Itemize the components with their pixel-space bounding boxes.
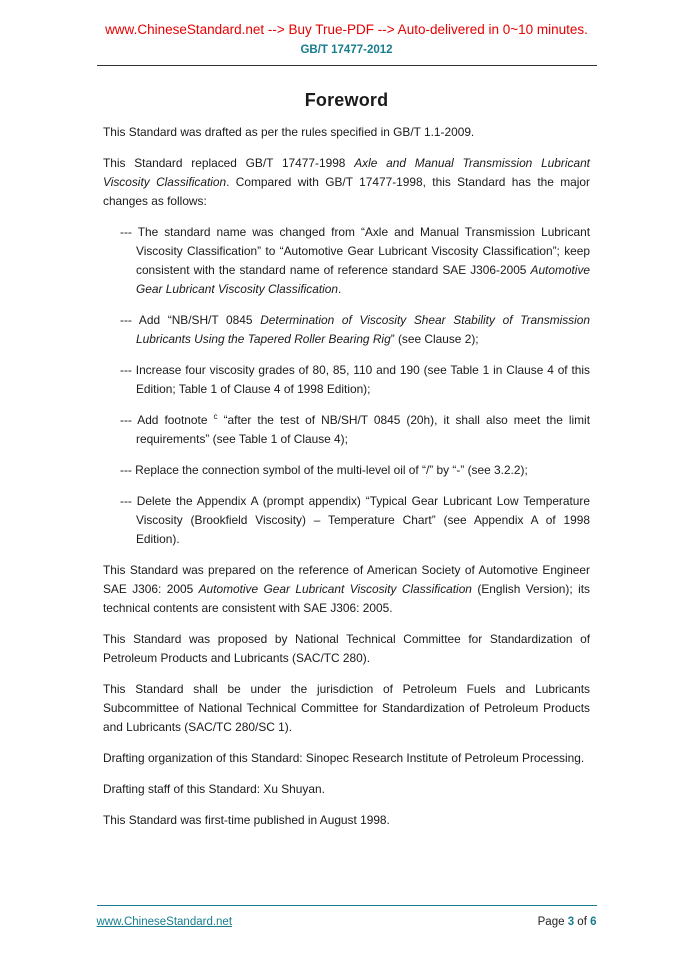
text-run: This Standard was drafted as per the rules specified in GB/T 1.1-2009.	[103, 125, 475, 139]
text-run: Automotive Gear Lubricant Viscosity Classification	[136, 263, 590, 296]
paragraph	[103, 680, 590, 737]
text-run: This Standard was proposed by National Technical Committee for Standardization of Petroleum Products and Lubricants (SAC/TC 280).	[103, 632, 590, 665]
paragraph	[103, 811, 590, 830]
change-list-item	[120, 223, 590, 299]
text-run: This Standard was prepared on the reference of American Society of Automotive Engineer SAE J306: 2005	[103, 563, 590, 596]
page-title: Foreword	[304, 90, 389, 110]
text-run: --- Delete the Appendix A (prompt appendix) “Typical Gear Lubricant Low Temperature Viscosity (Brookfield Viscosity) – Temperature Chart” (see Appendix A of 1998 Edition).	[120, 494, 590, 546]
change-list-item	[120, 411, 590, 449]
text-run: --- Increase four viscosity grades of 80, 85, 110 and 190 (see Table 1 in Clause 4 of this Edition; Table 1 of Clause 4 of 1998 Edition);	[120, 363, 590, 396]
promo-banner: www.ChineseStandard.net --> Buy True-PDF --> Auto-delivered in 0~10 minutes.	[105, 22, 588, 37]
text-run: ” (see Clause 2);	[390, 332, 479, 346]
paragraph	[103, 154, 590, 211]
header-divider	[97, 65, 597, 66]
text-run: Determination of Viscosity Shear Stability of Transmission Lubricants Using the Tapered Roller Bearing Rig	[136, 313, 590, 346]
page-prefix: Page	[537, 916, 568, 928]
text-run: c	[213, 412, 218, 422]
document-body	[103, 123, 590, 830]
text-run: Drafting staff of this Standard: Xu Shuyan.	[103, 782, 325, 796]
change-list-item	[120, 492, 590, 549]
page-footer	[97, 905, 597, 928]
change-list-item	[120, 361, 590, 399]
text-run: This Standard shall be under the jurisdiction of Petroleum Fuels and Lubricants Subcommittee of National Technical Committee for Standardization of Petroleum Products and Lubricants (SAC/TC 280/SC 1).	[103, 682, 590, 734]
paragraph	[103, 630, 590, 668]
text-run: Axle and Manual Transmission Lubricant Viscosity Classification	[103, 156, 590, 189]
standard-number: GB/T 17477-2012	[300, 44, 393, 56]
page-of-label: of	[574, 916, 591, 928]
paragraph	[103, 123, 590, 142]
page-number: 3	[567, 916, 575, 928]
paragraph	[103, 780, 590, 799]
text-run: “after the test of NB/SH/T 0845 (20h), it shall also meet the limit requirements” (see Table 1 of Clause 4);	[136, 413, 590, 446]
text-run: .	[338, 282, 342, 296]
text-run: This Standard replaced GB/T 17477-1998	[103, 156, 355, 170]
text-run: --- Add footnote	[120, 413, 214, 427]
text-run: (English Version); its technical contents are consistent with SAE J306: 2005.	[103, 582, 591, 615]
text-run: Automotive Gear Lubricant Viscosity Classification	[198, 582, 472, 596]
paragraph	[103, 749, 590, 768]
text-run: --- Add “NB/SH/T 0845	[120, 313, 261, 327]
text-run: This Standard was first-time published in August 1998.	[103, 813, 390, 827]
change-list-item	[120, 461, 590, 480]
page-total: 6	[590, 916, 597, 928]
footer-site-link[interactable]: www.ChineseStandard.net	[96, 916, 233, 928]
text-run: Drafting organization of this Standard: Sinopec Research Institute of Petroleum Processing.	[103, 751, 585, 765]
text-run: --- Replace the connection symbol of the multi-level oil of “/” by “-” (see 3.2.2);	[120, 463, 528, 477]
text-run: . Compared with GB/T 17477-1998, this Standard has the major changes as follows:	[103, 175, 590, 208]
page-indicator	[538, 916, 597, 928]
change-list-item	[120, 311, 590, 349]
text-run: --- The standard name was changed from “Axle and Manual Transmission Lubricant Viscosity Classification” to “Automotive Gear Lubricant Viscosity Classification”; keep consistent with the standard name of reference standard SAE J306-2005	[120, 225, 590, 277]
paragraph	[103, 561, 590, 618]
